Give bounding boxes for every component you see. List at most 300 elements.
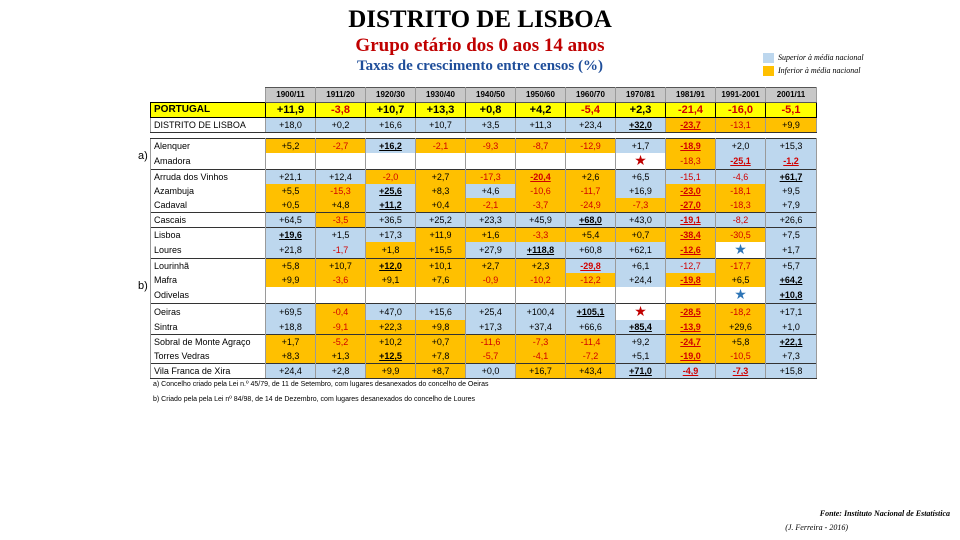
header-row [151, 88, 817, 103]
value-text: +10,8 [779, 290, 803, 300]
blue-star-icon: ★ [734, 242, 747, 257]
value-cell [466, 273, 516, 287]
value-text: +9,5 [782, 186, 800, 196]
value-cell [716, 184, 766, 198]
value-cell [616, 153, 666, 170]
value-cell [566, 349, 616, 364]
value-cell [466, 335, 516, 350]
value-cell [366, 228, 416, 243]
value-text: +8,7 [431, 366, 450, 376]
value-text: +5,1 [631, 351, 650, 361]
value-cell [316, 304, 366, 321]
blue-star-icon: ★ [734, 287, 747, 302]
value-text: +7,9 [782, 200, 800, 210]
value-text: -24,7 [680, 337, 701, 347]
value-text: +21,1 [279, 172, 302, 182]
column-header: 1950/60 [516, 88, 566, 103]
value-cell [316, 242, 366, 259]
row-name: Azambuja [151, 184, 266, 198]
value-cell [466, 153, 516, 170]
value-text: -10,6 [530, 186, 551, 196]
value-text: +16,7 [529, 366, 552, 376]
value-text: -10,5 [730, 351, 751, 361]
value-cell [516, 320, 566, 335]
value-text: +1,0 [782, 322, 800, 332]
value-cell [516, 335, 566, 350]
value-text: -9,3 [482, 141, 499, 151]
value-text: +9,2 [631, 337, 650, 347]
value-cell [366, 304, 416, 321]
value-text: +5,7 [782, 261, 800, 271]
row-name: DISTRITO DE LISBOA [151, 118, 266, 133]
value-cell [566, 320, 616, 335]
value-cell [666, 349, 716, 364]
value-cell [566, 213, 616, 228]
value-text: -15,1 [680, 172, 701, 182]
value-text: -29,8 [580, 261, 601, 271]
value-text: +0,7 [431, 337, 450, 347]
value-text: -2,1 [482, 200, 499, 210]
value-text: -12,7 [680, 261, 701, 271]
value-text: +12,4 [329, 172, 352, 182]
value-text: -1,7 [332, 245, 349, 255]
value-cell [366, 242, 416, 259]
value-text: +25,6 [379, 186, 402, 196]
value-cell [466, 364, 516, 379]
value-text: -24,9 [580, 200, 601, 210]
value-text: +15,5 [429, 245, 452, 255]
value-cell [416, 139, 466, 154]
value-text: -19,1 [680, 215, 701, 225]
value-cell [416, 184, 466, 198]
value-cell [716, 320, 766, 335]
value-cell [616, 364, 666, 379]
value-text: -13,1 [730, 120, 751, 130]
value-cell [516, 304, 566, 321]
page-title: DISTRITO DE LISBOA [348, 6, 612, 33]
value-cell [616, 335, 666, 350]
value-text: +105,1 [576, 307, 605, 317]
value-cell [416, 320, 466, 335]
value-cell: -21,4 [666, 103, 716, 118]
value-text: +2,7 [481, 261, 500, 271]
value-cell [516, 139, 566, 154]
value-cell [616, 170, 666, 185]
row-name: Amadora [151, 153, 266, 170]
legend-swatch-blue [763, 53, 774, 63]
value-text: +37,4 [529, 322, 552, 332]
value-cell [516, 242, 566, 259]
value-cell [366, 364, 416, 379]
value-cell [366, 118, 416, 133]
value-text: +64,2 [779, 275, 803, 285]
value-cell [416, 287, 466, 304]
value-text: -38,4 [680, 230, 701, 240]
page-subtitle: Grupo etário dos 0 aos 14 anos [355, 35, 605, 56]
municipality-row [151, 184, 817, 198]
column-header: 1981/91 [666, 88, 716, 103]
value-cell [466, 287, 516, 304]
value-text: +118,8 [526, 245, 555, 255]
value-cell [316, 170, 366, 185]
value-cell [766, 335, 817, 350]
value-text: +22,1 [779, 337, 803, 347]
row-name: Arruda dos Vinhos [151, 170, 266, 185]
value-text: +8,3 [431, 186, 450, 196]
value-cell [316, 198, 366, 213]
value-cell [266, 118, 316, 133]
value-text: +17,3 [379, 230, 402, 240]
value-cell [316, 184, 366, 198]
value-text: +10,7 [429, 120, 452, 130]
municipality-row [151, 349, 817, 364]
value-text: +0,0 [481, 366, 500, 376]
column-header: 1930/40 [416, 88, 466, 103]
value-cell [716, 242, 766, 259]
value-cell [716, 304, 766, 321]
value-text: +9,9 [381, 366, 400, 376]
value-text: +0,7 [631, 230, 650, 240]
value-cell [366, 170, 416, 185]
value-text: +43,4 [579, 366, 602, 376]
value-cell [266, 198, 316, 213]
value-cell [716, 213, 766, 228]
value-text: -18,3 [730, 200, 751, 210]
value-text: -17,7 [730, 261, 751, 271]
column-header: 2001/11 [766, 88, 817, 103]
value-text: +10,2 [379, 337, 402, 347]
municipality-row [151, 228, 817, 243]
value-text: +0,5 [281, 200, 300, 210]
value-text: +7,8 [431, 351, 450, 361]
column-header: 1991-2001 [716, 88, 766, 103]
value-cell [666, 304, 716, 321]
value-cell [516, 273, 566, 287]
value-cell [466, 320, 516, 335]
value-cell: -5,1 [766, 103, 817, 118]
value-text: +23,3 [479, 215, 502, 225]
value-cell [666, 320, 716, 335]
value-cell [616, 349, 666, 364]
value-cell [516, 118, 566, 133]
value-cell [716, 118, 766, 133]
value-text: +47,0 [379, 307, 402, 317]
value-cell [366, 184, 416, 198]
value-cell: +2,3 [616, 103, 666, 118]
value-cell [616, 259, 666, 274]
value-cell [466, 213, 516, 228]
column-header: 1911/20 [316, 88, 366, 103]
value-cell [466, 139, 516, 154]
value-text: +6,1 [631, 261, 650, 271]
value-cell [266, 153, 316, 170]
municipality-row [151, 287, 817, 304]
value-cell: +13,3 [416, 103, 466, 118]
value-text: -8,7 [532, 141, 549, 151]
value-text: +18,8 [279, 322, 302, 332]
row-name: Vila Franca de Xira [151, 364, 266, 379]
value-text: +2,8 [331, 366, 350, 376]
value-text: -4,6 [732, 172, 749, 182]
value-text: -0,4 [332, 307, 349, 317]
value-cell [666, 139, 716, 154]
value-text: +12,0 [379, 261, 402, 271]
header-blank [151, 88, 266, 103]
value-cell [566, 335, 616, 350]
value-cell [566, 304, 616, 321]
value-text: +16,6 [379, 120, 402, 130]
value-cell [266, 259, 316, 274]
value-text: +5,4 [581, 230, 600, 240]
value-text: +19,6 [279, 230, 302, 240]
value-cell [616, 198, 666, 213]
value-cell [616, 273, 666, 287]
footnote-a: a) Concelho criado pela Lei n.º 45/79, de 11 de Setembro, com lugares desanexados do concelho de Oeiras [153, 381, 489, 388]
value-text: -23,0 [680, 186, 701, 196]
value-text: +7,5 [782, 230, 800, 240]
value-cell [716, 364, 766, 379]
value-cell [666, 198, 716, 213]
value-cell [266, 304, 316, 321]
municipality-row [151, 364, 817, 379]
column-header: 1920/30 [366, 88, 416, 103]
value-text: -7,3 [732, 366, 749, 376]
value-text: +11,2 [379, 200, 402, 210]
value-text: -0,9 [482, 275, 499, 285]
value-cell [366, 198, 416, 213]
value-text: +2,6 [581, 172, 600, 182]
value-cell [716, 139, 766, 154]
municipality-row [151, 242, 817, 259]
legend-item-above [763, 53, 864, 63]
value-text: -12,2 [580, 275, 601, 285]
row-name: Mafra [151, 273, 266, 287]
value-cell [316, 320, 366, 335]
municipality-row [151, 273, 817, 287]
value-text: +17,3 [479, 322, 502, 332]
value-cell [416, 304, 466, 321]
value-text: -5,7 [482, 351, 499, 361]
value-cell [416, 273, 466, 287]
municipality-row [151, 198, 817, 213]
value-text: +11,9 [429, 230, 452, 240]
value-cell [666, 273, 716, 287]
value-cell [316, 364, 366, 379]
value-cell [666, 184, 716, 198]
value-cell [566, 287, 616, 304]
value-cell: -16,0 [716, 103, 766, 118]
value-text: -10,2 [530, 275, 551, 285]
municipality-row [151, 304, 817, 321]
value-text: +5,2 [281, 141, 300, 151]
value-cell [716, 228, 766, 243]
value-text: -12,6 [680, 245, 701, 255]
value-cell [666, 118, 716, 133]
value-cell [516, 213, 566, 228]
row-name: Lourinhã [151, 259, 266, 274]
value-cell [516, 198, 566, 213]
value-cell [666, 287, 716, 304]
value-text: +1,5 [331, 230, 350, 240]
municipality-row [151, 213, 817, 228]
row-name: PORTUGAL [151, 103, 266, 118]
value-cell [366, 153, 416, 170]
value-cell [716, 349, 766, 364]
value-cell [766, 170, 817, 185]
source-note: Fonte: Instituto Nacional de Estatística [819, 509, 950, 518]
value-cell [566, 153, 616, 170]
value-cell [516, 228, 566, 243]
value-cell [766, 259, 817, 274]
row-name: Odivelas [151, 287, 266, 304]
value-text: -8,2 [732, 215, 749, 225]
value-text: +85,4 [629, 322, 652, 332]
value-text: +25,4 [479, 307, 502, 317]
column-header: 1970/81 [616, 88, 666, 103]
value-cell [616, 287, 666, 304]
value-cell [266, 320, 316, 335]
value-text: -30,5 [730, 230, 751, 240]
value-cell [366, 335, 416, 350]
value-text: +9,8 [431, 322, 450, 332]
column-header: 1960/70 [566, 88, 616, 103]
value-cell [366, 349, 416, 364]
legend-swatch-orange [763, 66, 774, 76]
value-cell [366, 287, 416, 304]
value-text: +9,9 [281, 275, 300, 285]
value-cell [416, 118, 466, 133]
value-text: -12,9 [580, 141, 601, 151]
value-text: +24,4 [629, 275, 652, 285]
value-cell [566, 170, 616, 185]
value-text: +64,5 [279, 215, 302, 225]
value-text: +1,6 [481, 230, 500, 240]
value-cell [416, 259, 466, 274]
value-text: -4,1 [532, 351, 549, 361]
value-text: +10,7 [329, 261, 352, 271]
side-label-a: a) [138, 150, 148, 162]
value-text: -3,3 [532, 230, 549, 240]
legend-label-above: Superior à média nacional [778, 53, 864, 62]
value-cell [266, 287, 316, 304]
value-cell [316, 118, 366, 133]
value-cell [266, 184, 316, 198]
municipality-row [151, 153, 817, 170]
value-cell [366, 320, 416, 335]
row-name: Cadaval [151, 198, 266, 213]
value-text: +1,7 [631, 141, 650, 151]
value-cell [566, 273, 616, 287]
value-cell [416, 213, 466, 228]
value-cell [566, 242, 616, 259]
value-text: +100,4 [526, 307, 555, 317]
value-text: -3,5 [332, 215, 349, 225]
value-text: +22,3 [379, 322, 402, 332]
value-cell [716, 153, 766, 170]
municipality-row [151, 320, 817, 335]
value-text: -13,9 [680, 322, 701, 332]
value-cell [416, 349, 466, 364]
value-cell [766, 349, 817, 364]
value-text: +2,7 [431, 172, 450, 182]
value-cell [666, 259, 716, 274]
value-cell [516, 349, 566, 364]
value-cell [416, 198, 466, 213]
value-cell [516, 287, 566, 304]
value-text: +66,6 [579, 322, 602, 332]
value-cell [366, 213, 416, 228]
value-text: -18,9 [680, 141, 701, 151]
row-name: Loures [151, 242, 266, 259]
value-text: +15,3 [779, 141, 803, 151]
value-cell [566, 198, 616, 213]
value-cell [316, 273, 366, 287]
value-cell [716, 273, 766, 287]
value-text: +61,7 [779, 172, 803, 182]
value-text: +21,8 [279, 245, 302, 255]
value-text: +8,3 [281, 351, 300, 361]
value-text: +24,4 [279, 366, 302, 376]
value-text: +23,4 [579, 120, 602, 130]
value-text: +27,9 [479, 245, 502, 255]
value-cell [416, 364, 466, 379]
value-cell [766, 228, 817, 243]
value-cell [716, 259, 766, 274]
value-text: +9,1 [381, 275, 400, 285]
value-text: +5,8 [281, 261, 300, 271]
value-cell [416, 153, 466, 170]
value-cell [666, 153, 716, 170]
value-cell [466, 198, 516, 213]
value-text: +18,0 [279, 120, 302, 130]
row-name: Oeiras [151, 304, 266, 321]
value-cell [316, 153, 366, 170]
value-text: -11,7 [580, 186, 601, 196]
value-cell [466, 118, 516, 133]
value-cell [416, 242, 466, 259]
growth-rate-table [150, 87, 817, 379]
value-text: +32,0 [629, 120, 652, 130]
column-header: 1940/50 [466, 88, 516, 103]
value-cell [616, 213, 666, 228]
value-cell [266, 364, 316, 379]
value-cell [666, 213, 716, 228]
value-cell [766, 198, 817, 213]
value-text: +1,7 [281, 337, 300, 347]
value-text: +7,6 [431, 275, 450, 285]
value-text: -18,2 [730, 307, 751, 317]
row-name: Cascais [151, 213, 266, 228]
value-text: +6,5 [631, 172, 650, 182]
value-cell [466, 170, 516, 185]
value-cell [766, 118, 817, 133]
value-cell [466, 304, 516, 321]
value-text: +15,6 [429, 307, 452, 317]
value-cell [466, 184, 516, 198]
value-text: -18,3 [680, 156, 701, 166]
value-text: +11,3 [529, 120, 552, 130]
value-text: +7,3 [782, 351, 800, 361]
value-text: +4,6 [481, 186, 500, 196]
value-cell [666, 242, 716, 259]
value-text: -1,2 [783, 156, 799, 166]
value-text: +10,1 [429, 261, 452, 271]
value-text: -7,2 [582, 351, 599, 361]
value-cell [616, 118, 666, 133]
value-text: +29,6 [729, 322, 752, 332]
value-cell [766, 153, 817, 170]
value-text: -17,3 [480, 172, 501, 182]
